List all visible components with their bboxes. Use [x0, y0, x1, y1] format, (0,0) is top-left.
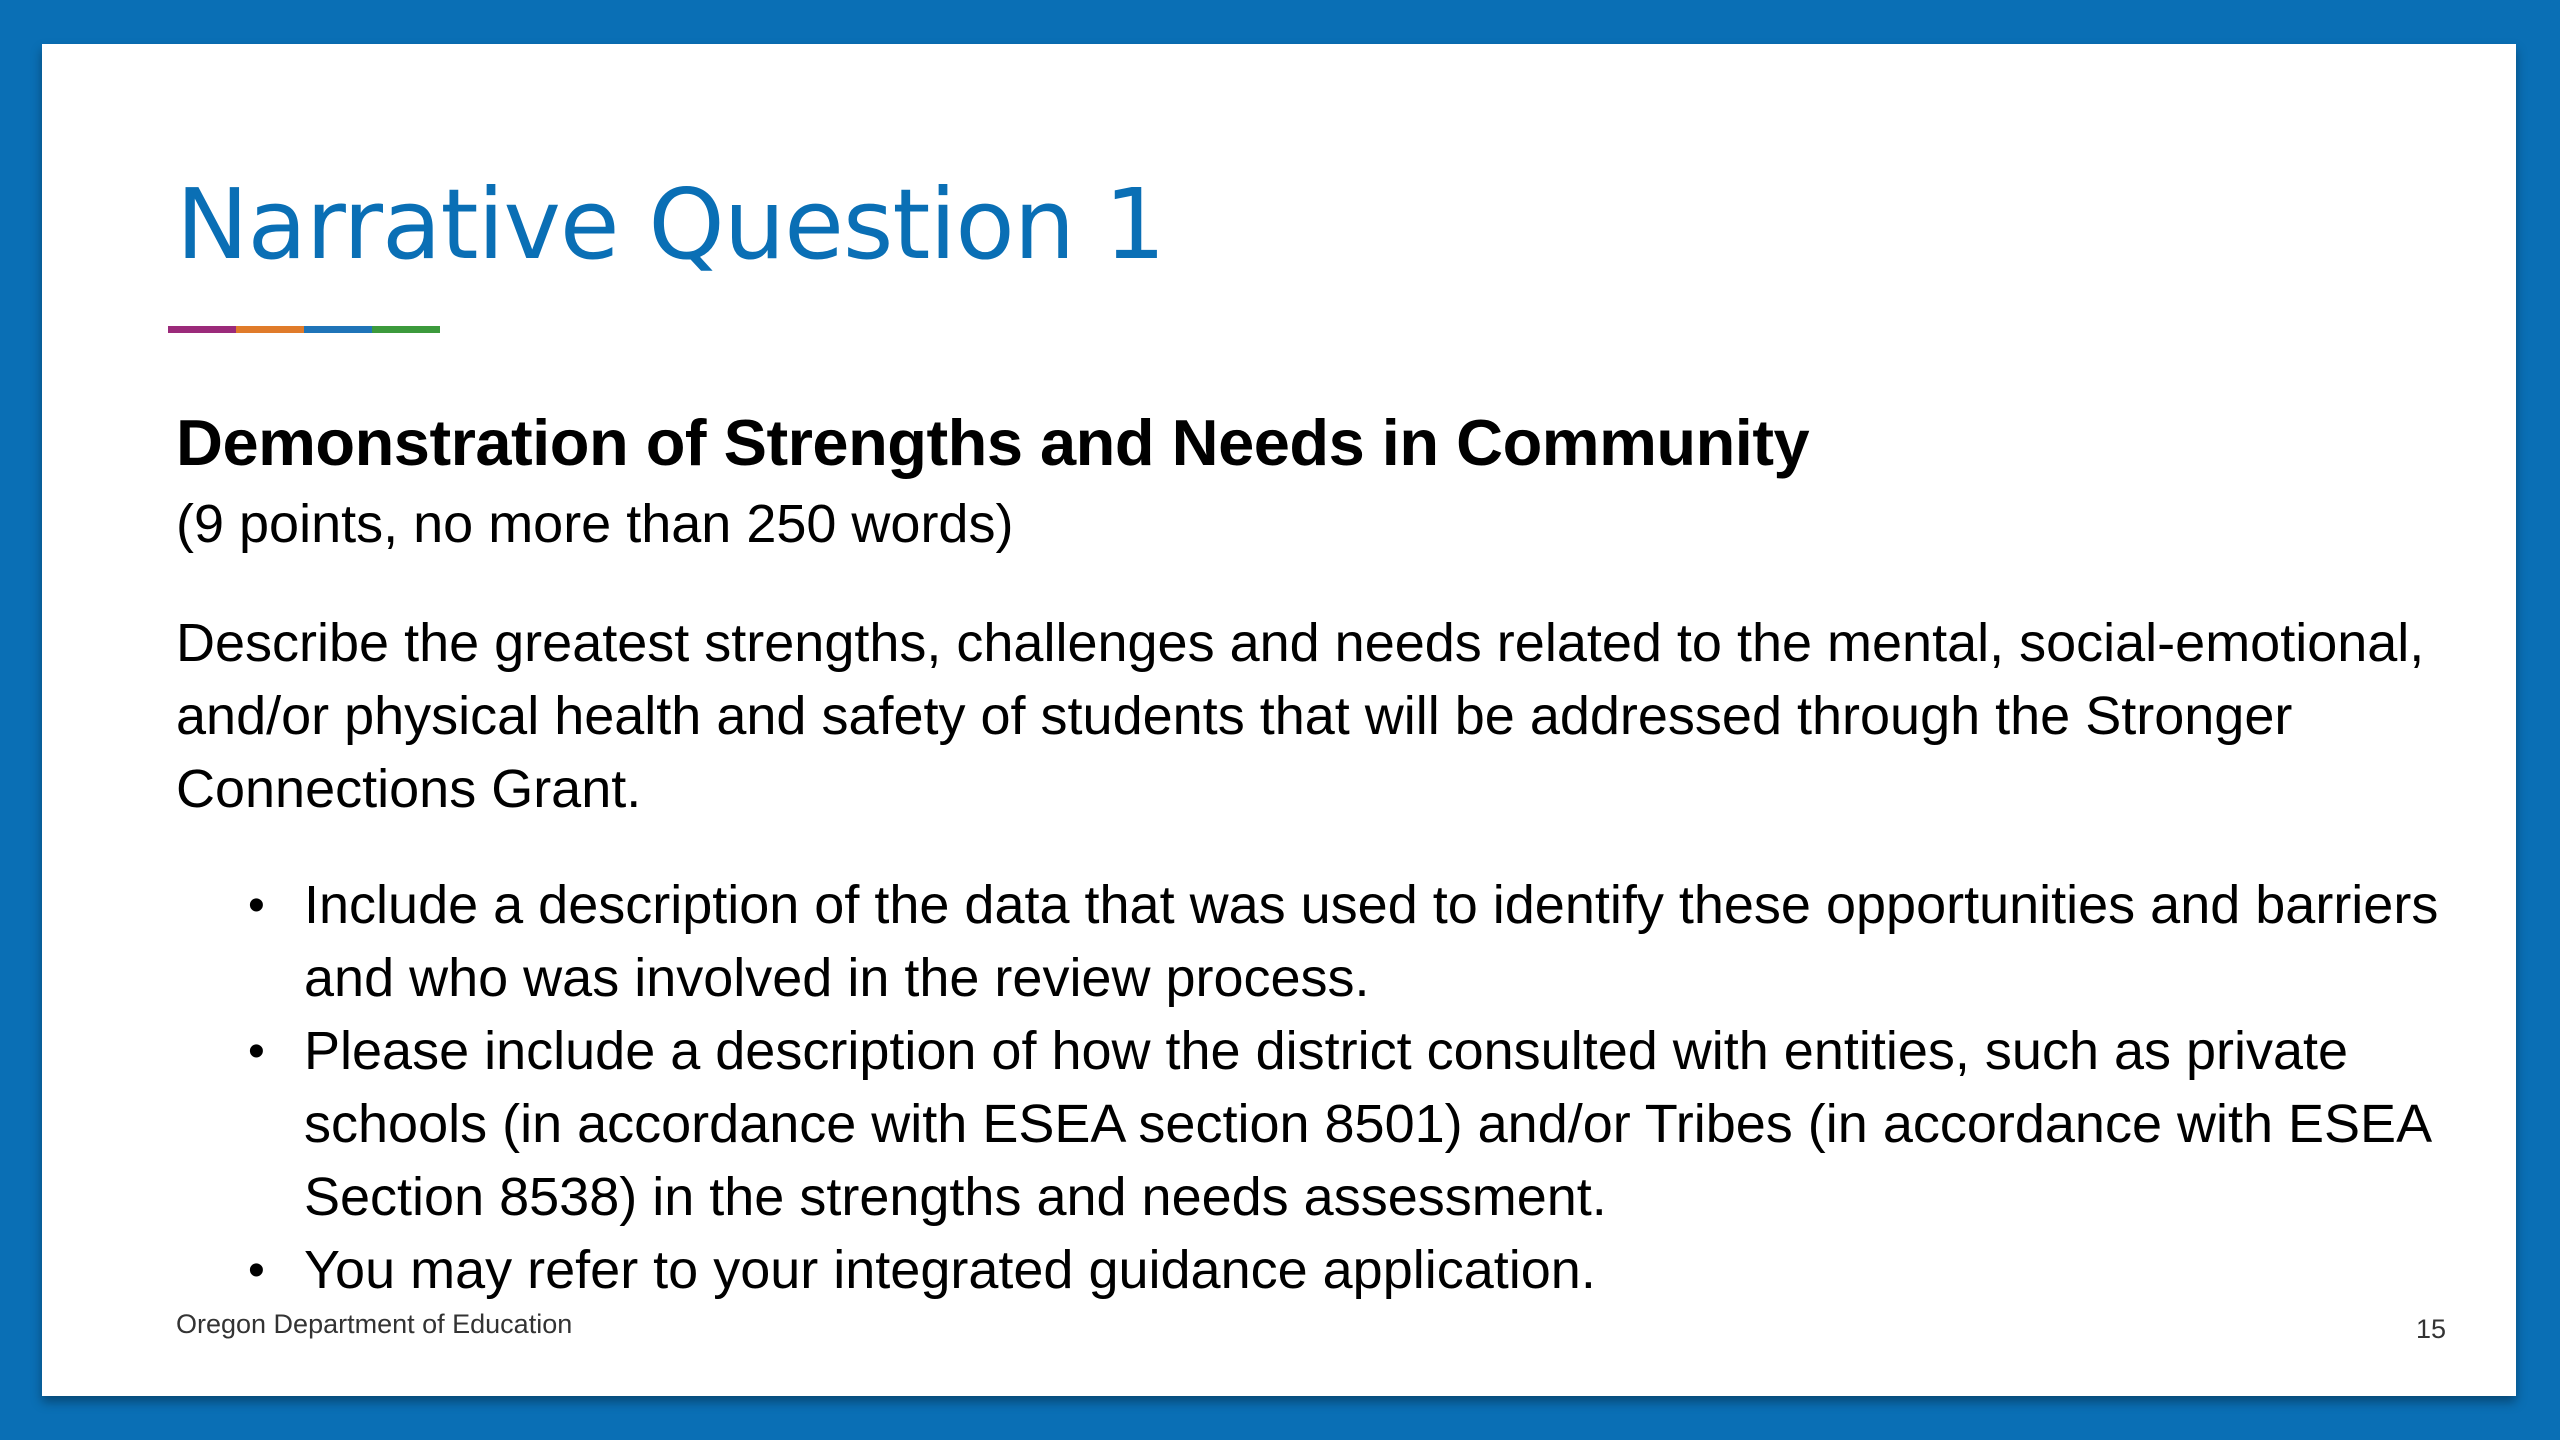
bullet-item [176, 1015, 2466, 1234]
bullet-item [176, 869, 2466, 1015]
bullet-marker: • [248, 879, 265, 932]
bullet-marker: • [248, 1025, 265, 1078]
bullet-item [176, 1234, 2466, 1307]
section-heading: Demonstration of Strengths and Needs in Community [176, 406, 1810, 479]
points-note: (9 points, no more than 250 words) [176, 494, 1014, 554]
accent-segment [304, 326, 372, 333]
question-description: Describe the greatest strengths, challenges and needs related to the mental, social-emotional, and/or physical health and safety of students that will be addressed through the Stronger Connections Grant. [176, 613, 2425, 819]
accent-segment [236, 326, 304, 333]
accent-segment [372, 326, 440, 333]
bullet-marker: • [248, 1244, 265, 1297]
slide-title: Narrative Question 1 [176, 168, 1165, 281]
bullet-list [176, 869, 2466, 1307]
accent-segment [168, 326, 236, 333]
footer-organization: Oregon Department of Education [176, 1309, 573, 1339]
bullet-text: Include a description of the data that was used to identify these opportunities and barriers and who was involved in the review process. [304, 875, 2439, 1008]
bullet-text: Please include a description of how the district consulted with entities, such as private schools (in accordance with ESEA section 8501) and/or Tribes (in accordance with ESEA Section 8538) in the strengths and needs assessment. [304, 1021, 2430, 1227]
bullet-text: You may refer to your integrated guidance application. [304, 1240, 1596, 1300]
title-accent-line [168, 326, 440, 333]
slide [42, 44, 2516, 1396]
page-number: 15 [2415, 1314, 2446, 1344]
